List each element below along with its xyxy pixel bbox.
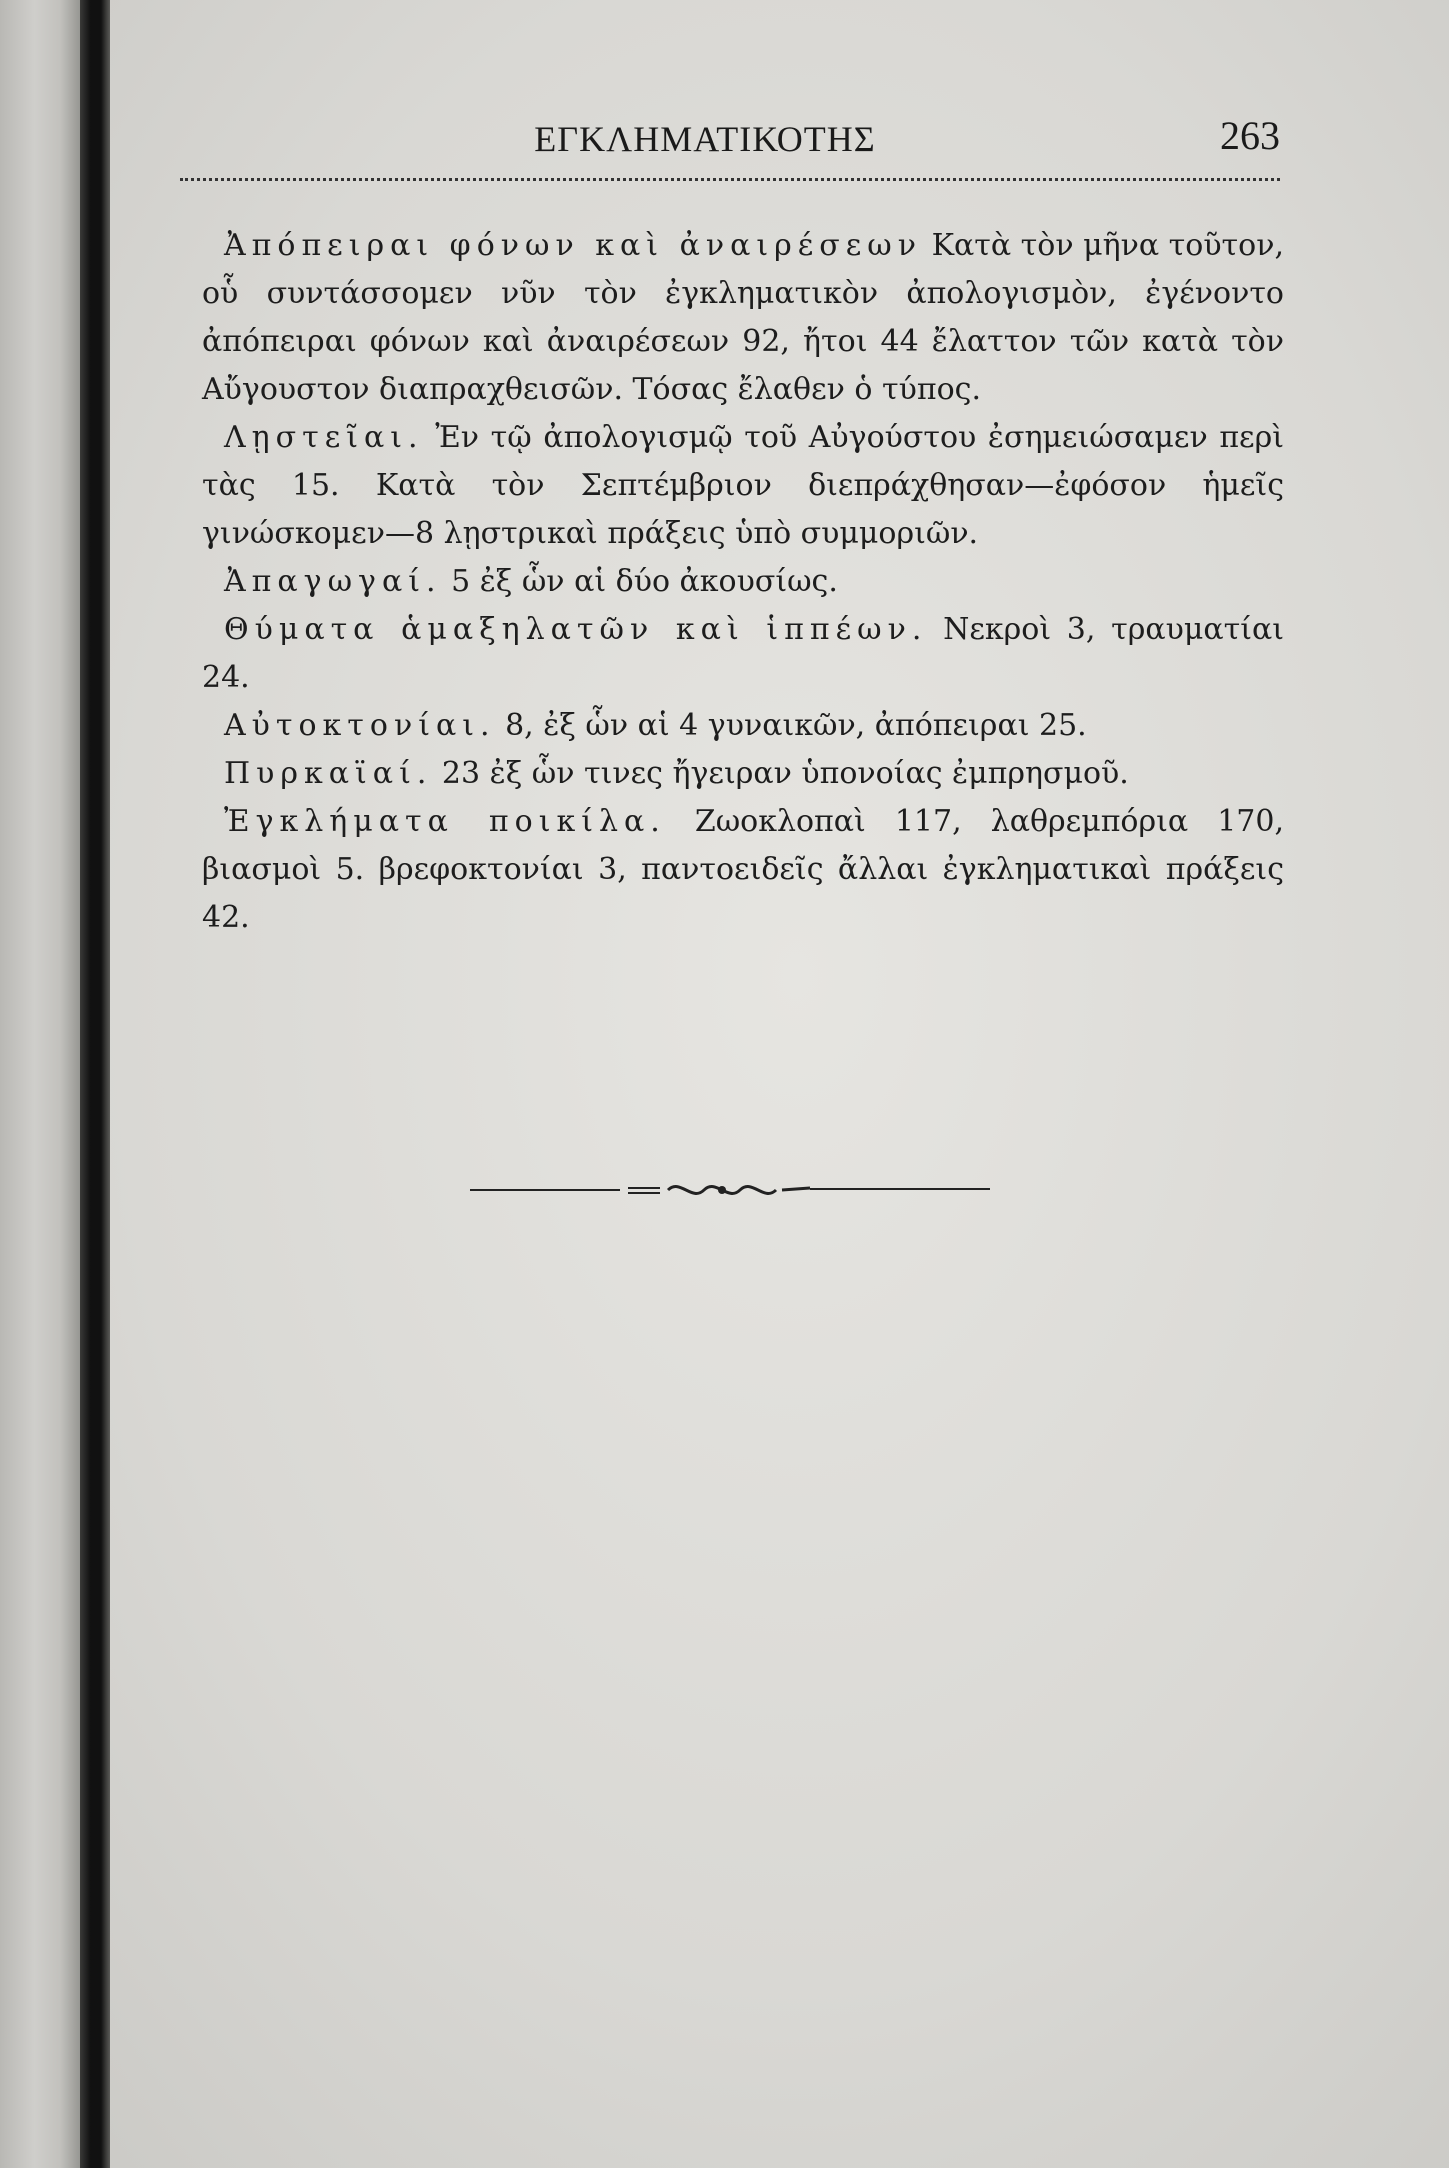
body-text [202,222,1284,942]
paragraph-suicides [202,702,1284,750]
paragraph-lead: Αὐτοκτονίαι. [224,708,496,743]
paragraph-attempted-murders [202,222,1284,414]
paragraph-lead: Πυρκαϊαί. [224,756,433,791]
header-rule [180,178,1280,181]
book-spine-shadow [80,0,110,2168]
paragraph-text: Ζωοκλοπαὶ 117, λαθρεμπόρια 170, βιασμοὶ 5. βρεφοκτονίαι 3, παντοειδεῖς ἄλλαι ἐγκληματικαὶ πράξεις 42. [202,804,1284,935]
paragraph-traffic-victims [202,606,1284,702]
paragraph-text: Κατὰ τὸν μῆνα τοῦτον, οὗ συντάσσομεν νῦν τὸν ἐγκληματικὸν ἀπολογισμὸν, ἐγένοντο ἀπόπειραι φόνων καὶ ἀναιρέσεων 92, ἤτοι 44 ἔλαττον τῶν κατὰ τὸν Αὔγουστον διαπραχθεισῶν. Τόσας ἔλαθεν ὁ τύπος. [202,228,1284,407]
paragraph-lead: Ἀπόπειραι φόνων καὶ ἀναιρέσεων [224,228,923,263]
paragraph-lead: Θύματα ἁμαξηλατῶν καὶ ἱππέων. [224,612,928,647]
page-number: 263 [1220,113,1280,158]
paragraph-text: Νεκροὶ 3, τραυματίαι 24. [202,612,1284,695]
running-title: ΕΓΚΛΗΜΑΤΙΚΟΤΗΣ [534,119,876,159]
paragraph-lead: Ἀπαγωγαί. [224,564,442,599]
paragraph-text: 5 ἐξ ὧν αἱ δύο ἀκουσίως. [441,564,838,599]
paragraph-text: 8, ἐξ ὧν αἱ 4 γυναικῶν, ἀπόπειραι 25. [495,708,1087,743]
end-ornament [470,1170,990,1210]
paragraph-lead: Λῃστεῖαι. [224,420,424,455]
paragraph-abductions [202,558,1284,606]
paragraph-text: Ἐν τῷ ἀπολογισμῷ τοῦ Αὐγούστου ἐσημειώσαμεν περὶ τὰς 15. Κατὰ τὸν Σεπτέμβριον διεπράχθησαν—ἐφόσον ἡμεῖς γινώσκομεν—8 λῃστρικαὶ πράξεις ὑπὸ συμμοριῶν. [202,420,1284,551]
paragraph-various-crimes [202,798,1284,942]
paragraph-fires [202,750,1284,798]
paragraph-lead: Ἐγκλήματα ποικίλα. [224,804,666,839]
paragraph-robberies [202,414,1284,558]
paragraph-text: 23 ἐξ ὧν τινες ἤγειραν ὑπονοίας ἐμπρησμοῦ. [432,756,1129,791]
binding-margin [0,0,86,2168]
